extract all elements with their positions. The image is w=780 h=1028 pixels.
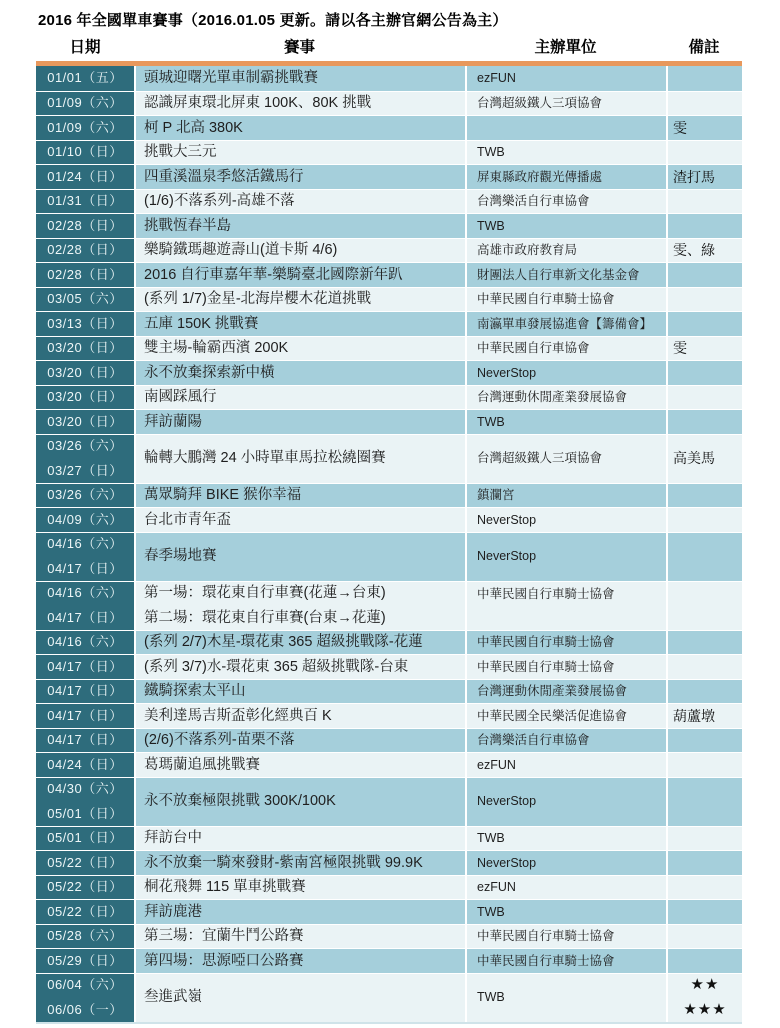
organizer-cell bbox=[465, 410, 666, 434]
date-cell-text: 05/01（日） bbox=[47, 805, 123, 821]
date-cell bbox=[36, 190, 134, 214]
date-cell bbox=[36, 949, 134, 973]
organizer-cell-text: 中華民國自行車騎士協會 bbox=[477, 292, 615, 306]
table-row bbox=[36, 311, 742, 336]
organizer-cell-text: 台灣運動休閒產業發展協會 bbox=[477, 684, 628, 698]
table-row bbox=[36, 899, 742, 924]
event-cell-text: 輪轉大鵬灣 24 小時單車馬拉松繞圈賽 bbox=[144, 450, 386, 467]
organizer-cell-text: 鎮瀾宮 bbox=[477, 488, 515, 502]
event-cell-text: 頭城迎曙光單車制霸挑戰賽 bbox=[144, 70, 318, 86]
event-cell bbox=[134, 704, 465, 728]
organizer-cell bbox=[465, 876, 666, 900]
date-cell-text: 01/01（五） bbox=[47, 70, 123, 85]
date-cell bbox=[36, 165, 134, 189]
table-row bbox=[36, 507, 742, 532]
event-cell bbox=[134, 386, 465, 410]
column-header-note: 備註 bbox=[688, 39, 720, 56]
event-cell bbox=[134, 729, 465, 753]
organizer-cell-text: 財團法人自行車新文化基金會 bbox=[477, 267, 640, 282]
table-row bbox=[36, 826, 742, 851]
note-cell bbox=[666, 312, 742, 336]
note-cell bbox=[666, 190, 742, 214]
note-cell bbox=[666, 876, 742, 900]
note-cell bbox=[666, 753, 742, 777]
note-cell bbox=[666, 410, 742, 434]
date-cell bbox=[36, 655, 134, 679]
note-cell bbox=[666, 361, 742, 385]
event-cell bbox=[134, 312, 465, 336]
organizer-cell-text: 中華民國自行車協會 bbox=[477, 341, 590, 355]
event-cell-text: 南國踩風行 bbox=[144, 389, 217, 405]
organizer-cell bbox=[465, 484, 666, 508]
organizer-cell bbox=[465, 92, 666, 116]
table-row bbox=[36, 728, 742, 753]
column-header-event: 賽事 bbox=[283, 39, 315, 56]
table-row bbox=[36, 752, 742, 777]
date-cell-text: 04/24（日） bbox=[47, 756, 123, 772]
organizer-cell bbox=[465, 165, 666, 189]
table-row bbox=[36, 630, 742, 655]
event-cell-text: 叁進武嶺 bbox=[144, 989, 202, 1006]
organizer-cell-text: 台灣樂活自行車協會 bbox=[477, 194, 590, 208]
note-cell bbox=[666, 949, 742, 973]
date-cell bbox=[36, 680, 134, 704]
organizer-cell-text: NeverStop bbox=[477, 365, 537, 380]
organizer-cell bbox=[465, 361, 666, 385]
date-cell bbox=[36, 92, 134, 116]
event-cell bbox=[134, 484, 465, 508]
organizer-cell bbox=[465, 851, 666, 875]
table-row bbox=[36, 262, 742, 287]
event-cell-text: (系列 2/7)木星-環花東 365 超級挑戰隊-花蓮 bbox=[144, 634, 423, 650]
organizer-cell bbox=[465, 239, 666, 263]
organizer-cell bbox=[465, 66, 666, 91]
event-cell-text: 2016 自行車嘉年華-樂騎臺北國際新年趴 bbox=[144, 266, 403, 283]
organizer-cell-text: TWB bbox=[477, 904, 505, 919]
organizer-cell-text: 中華民國自行車騎士協會 bbox=[477, 586, 615, 601]
event-cell-text: 四重溪溫泉季悠活鐵馬行 bbox=[144, 168, 304, 185]
event-cell-text: 台北市青年盃 bbox=[144, 511, 231, 528]
event-cell bbox=[134, 925, 465, 949]
table-row bbox=[36, 532, 742, 581]
organizer-cell-text: NeverStop bbox=[477, 855, 537, 870]
organizer-cell-text: 台灣超級鐵人三項協會 bbox=[477, 451, 603, 466]
event-cell-text: (2/6)不落系列-苗栗不落 bbox=[144, 732, 295, 748]
table-row bbox=[36, 483, 742, 508]
date-cell bbox=[36, 288, 134, 312]
date-cell bbox=[36, 508, 134, 532]
date-cell-text: 03/20（日） bbox=[47, 340, 123, 355]
date-cell bbox=[36, 410, 134, 434]
event-cell-text: 第四場：思源啞口公路賽 bbox=[144, 952, 304, 969]
event-cell-text: 鐵騎探索太平山 bbox=[144, 683, 246, 699]
table-row bbox=[36, 654, 742, 679]
organizer-cell bbox=[465, 680, 666, 704]
organizer-cell bbox=[465, 900, 666, 924]
column-header-organizer: 主辦單位 bbox=[534, 39, 597, 56]
event-cell-text: 第二場：環花東自行車賽(台東→花蓮) bbox=[144, 609, 386, 626]
table-row bbox=[36, 385, 742, 410]
event-cell-text: 拜訪蘭陽 bbox=[144, 413, 202, 430]
organizer-cell-text: TWB bbox=[477, 831, 505, 845]
date-cell-text: 01/09（六） bbox=[47, 95, 123, 110]
date-cell-text: 01/24（日） bbox=[47, 168, 123, 184]
event-cell bbox=[134, 655, 465, 679]
date-cell bbox=[36, 876, 134, 900]
date-cell-text: 03/13（日） bbox=[47, 315, 123, 331]
date-cell bbox=[36, 533, 134, 581]
date-cell-text: 03/20（日） bbox=[47, 389, 123, 404]
date-cell-text: 01/10（日） bbox=[47, 144, 123, 159]
event-cell-text: 認識屏東環北屏東 100K、80K 挑戰 bbox=[144, 95, 372, 111]
page-title: 2016 年全國單車賽事（2016.01.05 更新。請以各主辦官網公告為主） bbox=[38, 12, 508, 29]
note-cell bbox=[666, 655, 742, 679]
date-cell-text: 04/16（六） bbox=[47, 634, 123, 649]
note-cell bbox=[666, 92, 742, 116]
organizer-cell-text: 台灣運動休閒產業發展協會 bbox=[477, 390, 628, 404]
event-cell bbox=[134, 508, 465, 532]
date-cell-text: 05/22（日） bbox=[47, 879, 123, 894]
table-row bbox=[36, 703, 742, 728]
organizer-cell bbox=[465, 435, 666, 483]
organizer-cell bbox=[465, 974, 666, 1022]
event-cell-text: 永不放棄探索新中橫 bbox=[144, 364, 275, 381]
date-cell bbox=[36, 263, 134, 287]
note-cell-text: 雯 bbox=[673, 340, 687, 356]
date-cell bbox=[36, 116, 134, 140]
event-cell bbox=[134, 876, 465, 900]
date-cell bbox=[36, 925, 134, 949]
note-cell bbox=[666, 778, 742, 826]
event-cell bbox=[134, 66, 465, 91]
event-cell-text: 柯 P 北高 380K bbox=[144, 119, 243, 136]
organizer-cell bbox=[465, 288, 666, 312]
table-row bbox=[36, 336, 742, 361]
organizer-cell-text: TWB bbox=[477, 218, 505, 233]
event-cell-text: 樂騎鐵瑪趣遊壽山(道卡斯 4/6) bbox=[144, 242, 338, 258]
organizer-cell-text: 高雄市政府教育局 bbox=[477, 243, 578, 257]
event-cell bbox=[134, 214, 465, 238]
note-cell bbox=[666, 508, 742, 532]
organizer-cell bbox=[465, 312, 666, 336]
date-cell-text: 05/22（日） bbox=[47, 854, 123, 870]
note-cell bbox=[666, 974, 742, 1022]
event-cell-text: 挑戰大三元 bbox=[144, 144, 217, 160]
organizer-cell-text: 中華民國自行車騎士協會 bbox=[477, 635, 615, 649]
note-cell bbox=[666, 533, 742, 581]
table-column-headers bbox=[36, 35, 742, 57]
organizer-cell bbox=[465, 949, 666, 973]
note-cell bbox=[666, 851, 742, 875]
date-cell-text: 04/17（日） bbox=[47, 707, 123, 723]
event-cell-text: 葛瑪蘭追風挑戰賽 bbox=[144, 756, 260, 773]
date-cell bbox=[36, 827, 134, 851]
table-row bbox=[36, 875, 742, 900]
note-cell bbox=[666, 263, 742, 287]
note-cell bbox=[666, 288, 742, 312]
table-row bbox=[36, 287, 742, 312]
date-cell-text: 02/28（日） bbox=[47, 266, 123, 282]
event-cell bbox=[134, 263, 465, 287]
organizer-cell bbox=[465, 778, 666, 826]
organizer-cell-text: ezFUN bbox=[477, 71, 516, 85]
event-cell bbox=[134, 410, 465, 434]
organizer-cell-text: NeverStop bbox=[477, 794, 537, 809]
organizer-cell bbox=[465, 214, 666, 238]
event-cell bbox=[134, 631, 465, 655]
organizer-cell-text: NeverStop bbox=[477, 549, 537, 564]
organizer-cell bbox=[465, 263, 666, 287]
organizer-cell-text: 南瀛單車發展協進會【籌備會】 bbox=[477, 316, 653, 331]
note-cell-text: 雯 bbox=[673, 119, 687, 136]
table-row bbox=[36, 115, 742, 140]
table-row bbox=[36, 679, 742, 704]
event-cell-text: (系列 1/7)金星-北海岸櫻木花道挑戰 bbox=[144, 291, 372, 307]
event-cell bbox=[134, 190, 465, 214]
event-cell-text: 拜訪台中 bbox=[144, 830, 202, 846]
event-cell bbox=[134, 288, 465, 312]
table-row bbox=[36, 164, 742, 189]
table-row bbox=[36, 409, 742, 434]
date-cell bbox=[36, 753, 134, 777]
organizer-cell-text: ezFUN bbox=[477, 880, 516, 894]
date-cell-text: 02/28（日） bbox=[47, 242, 123, 257]
table-row bbox=[36, 140, 742, 165]
organizer-cell bbox=[465, 655, 666, 679]
date-cell-text: 04/16（六） bbox=[47, 536, 123, 551]
event-cell-text: 第三場：宜蘭牛鬥公路賽 bbox=[144, 928, 304, 944]
note-cell bbox=[666, 66, 742, 91]
organizer-cell-text: 中華民國自行車騎士協會 bbox=[477, 929, 615, 943]
organizer-cell bbox=[465, 141, 666, 165]
date-cell bbox=[36, 704, 134, 728]
date-cell bbox=[36, 974, 134, 1022]
date-cell bbox=[36, 900, 134, 924]
note-cell bbox=[666, 704, 742, 728]
table-row bbox=[36, 973, 742, 1022]
organizer-cell-text: TWB bbox=[477, 414, 505, 429]
note-cell bbox=[666, 631, 742, 655]
table-row bbox=[36, 360, 742, 385]
date-cell-text: 01/09（六） bbox=[47, 119, 123, 135]
note-cell-text: 渣打馬 bbox=[673, 168, 715, 185]
note-cell bbox=[666, 925, 742, 949]
event-cell bbox=[134, 165, 465, 189]
date-cell-text: 05/29（日） bbox=[47, 952, 123, 968]
date-cell bbox=[36, 851, 134, 875]
event-cell bbox=[134, 778, 465, 826]
note-cell bbox=[666, 582, 742, 630]
note-cell bbox=[666, 239, 742, 263]
race-table bbox=[36, 61, 742, 1024]
organizer-cell bbox=[465, 337, 666, 361]
organizer-cell-text: NeverStop bbox=[477, 512, 537, 527]
note-cell bbox=[666, 484, 742, 508]
date-cell-text: 03/27（日） bbox=[47, 462, 123, 478]
event-cell bbox=[134, 533, 465, 581]
date-cell bbox=[36, 778, 134, 826]
event-cell bbox=[134, 753, 465, 777]
column-header-date: 日期 bbox=[69, 39, 101, 56]
date-cell-text: 04/17（日） bbox=[47, 732, 123, 747]
note-cell-text: 葫蘆墩 bbox=[673, 707, 715, 724]
event-cell bbox=[134, 851, 465, 875]
note-cell bbox=[666, 165, 742, 189]
date-cell-text: 04/17（日） bbox=[47, 560, 123, 576]
organizer-cell bbox=[465, 508, 666, 532]
note-cell bbox=[666, 900, 742, 924]
event-cell bbox=[134, 680, 465, 704]
date-cell bbox=[36, 141, 134, 165]
table-row bbox=[36, 91, 742, 116]
organizer-cell-text: ezFUN bbox=[477, 757, 516, 772]
event-cell bbox=[134, 827, 465, 851]
event-cell bbox=[134, 435, 465, 483]
event-cell-text: 雙主場-輪霸西濱 200K bbox=[144, 340, 289, 356]
date-cell-text: 03/05（六） bbox=[47, 291, 123, 306]
date-cell bbox=[36, 435, 134, 483]
note-cell bbox=[666, 827, 742, 851]
date-cell-text: 04/16（六） bbox=[47, 585, 123, 600]
table-row bbox=[36, 189, 742, 214]
organizer-cell bbox=[465, 386, 666, 410]
organizer-cell-text: TWB bbox=[477, 145, 505, 159]
event-cell-text: (1/6)不落系列-高雄不落 bbox=[144, 193, 295, 209]
event-cell bbox=[134, 582, 465, 630]
date-cell-text: 05/28（六） bbox=[47, 928, 123, 943]
event-cell-text: 永不放棄一騎來發財-紫南宮極限挑戰 99.9K bbox=[144, 854, 423, 871]
date-cell-text: 04/17（日） bbox=[47, 683, 123, 698]
date-cell bbox=[36, 386, 134, 410]
event-cell bbox=[134, 239, 465, 263]
table-row bbox=[36, 581, 742, 630]
event-cell bbox=[134, 337, 465, 361]
date-cell bbox=[36, 66, 134, 91]
event-cell bbox=[134, 141, 465, 165]
event-cell-text: 桐花飛舞 115 單車挑戰賽 bbox=[144, 879, 306, 895]
note-cell-text: ★★★ bbox=[683, 1000, 727, 1018]
date-cell bbox=[36, 729, 134, 753]
date-cell-text: 04/17（日） bbox=[47, 658, 123, 674]
note-cell bbox=[666, 214, 742, 238]
event-cell-text: 萬眾騎拜 BIKE 猴你幸福 bbox=[144, 487, 302, 503]
date-cell-text: 03/26（六） bbox=[47, 438, 123, 453]
date-cell-text: 06/06（一） bbox=[47, 1001, 123, 1017]
event-cell-text: 挑戰恆春半島 bbox=[144, 217, 231, 234]
note-cell bbox=[666, 680, 742, 704]
event-cell-text: 美利達馬吉斯盃彰化經典百 K bbox=[144, 707, 332, 724]
note-cell-text: ★★ bbox=[690, 976, 720, 993]
date-cell bbox=[36, 484, 134, 508]
organizer-cell bbox=[465, 190, 666, 214]
organizer-cell-text: 中華民國自行車騎士協會 bbox=[477, 659, 615, 674]
note-cell bbox=[666, 337, 742, 361]
date-cell bbox=[36, 582, 134, 630]
date-cell bbox=[36, 214, 134, 238]
date-cell-text: 03/20（日） bbox=[47, 364, 123, 380]
date-cell bbox=[36, 361, 134, 385]
event-cell bbox=[134, 361, 465, 385]
note-cell bbox=[666, 729, 742, 753]
event-cell bbox=[134, 116, 465, 140]
table-row bbox=[36, 213, 742, 238]
note-cell-text: 高美馬 bbox=[673, 450, 715, 467]
table-row bbox=[36, 777, 742, 826]
event-cell-text: 第一場：環花東自行車賽(花蓮→台東) bbox=[144, 585, 386, 601]
table-row bbox=[36, 66, 742, 91]
organizer-cell bbox=[465, 631, 666, 655]
table-row bbox=[36, 238, 742, 263]
organizer-cell-text: 屏東縣政府觀光傳播處 bbox=[477, 169, 603, 184]
organizer-cell-text: 台灣樂活自行車協會 bbox=[477, 733, 590, 747]
date-cell bbox=[36, 631, 134, 655]
organizer-cell-text: 中華民國全民樂活促進協會 bbox=[477, 708, 628, 723]
event-cell bbox=[134, 900, 465, 924]
organizer-cell bbox=[465, 827, 666, 851]
date-cell-text: 06/04（六） bbox=[47, 977, 123, 992]
table-row bbox=[36, 434, 742, 483]
table-row bbox=[36, 948, 742, 973]
organizer-cell bbox=[465, 753, 666, 777]
organizer-cell-text: 中華民國自行車騎士協會 bbox=[477, 953, 615, 968]
table-body bbox=[36, 66, 742, 1022]
organizer-cell bbox=[465, 704, 666, 728]
event-cell-text: 五庫 150K 挑戰賽 bbox=[144, 315, 259, 332]
date-cell-text: 05/01（日） bbox=[47, 830, 123, 845]
event-cell-text: 春季場地賽 bbox=[144, 548, 217, 565]
date-cell-text: 02/28（日） bbox=[47, 217, 123, 233]
organizer-cell bbox=[465, 729, 666, 753]
date-cell-text: 05/22（日） bbox=[47, 903, 123, 919]
event-cell bbox=[134, 92, 465, 116]
organizer-cell bbox=[465, 582, 666, 630]
note-cell-text: 雯、綠 bbox=[673, 242, 715, 258]
date-cell-text: 04/30（六） bbox=[47, 781, 123, 796]
organizer-cell-text: 台灣超級鐵人三項協會 bbox=[477, 96, 603, 110]
event-cell-text: 拜訪鹿港 bbox=[144, 903, 202, 920]
table-row bbox=[36, 924, 742, 949]
event-cell-text: 永不放棄極限挑戰 300K/100K bbox=[144, 793, 336, 810]
organizer-cell bbox=[465, 925, 666, 949]
event-cell bbox=[134, 974, 465, 1022]
date-cell-text: 01/31（日） bbox=[47, 193, 123, 208]
note-cell bbox=[666, 116, 742, 140]
note-cell bbox=[666, 435, 742, 483]
organizer-cell bbox=[465, 533, 666, 581]
date-cell-text: 04/17（日） bbox=[47, 609, 123, 625]
organizer-cell-text: TWB bbox=[477, 990, 505, 1005]
date-cell-text: 04/09（六） bbox=[47, 511, 123, 527]
date-cell-text: 03/20（日） bbox=[47, 413, 123, 429]
table-row bbox=[36, 850, 742, 875]
date-cell bbox=[36, 239, 134, 263]
date-cell bbox=[36, 312, 134, 336]
note-cell bbox=[666, 141, 742, 165]
date-cell bbox=[36, 337, 134, 361]
organizer-cell bbox=[465, 116, 666, 140]
note-cell bbox=[666, 386, 742, 410]
event-cell bbox=[134, 949, 465, 973]
date-cell-text: 03/26（六） bbox=[47, 487, 123, 502]
event-cell-text: (系列 3/7)水-環花東 365 超級挑戰隊-台東 bbox=[144, 658, 409, 675]
